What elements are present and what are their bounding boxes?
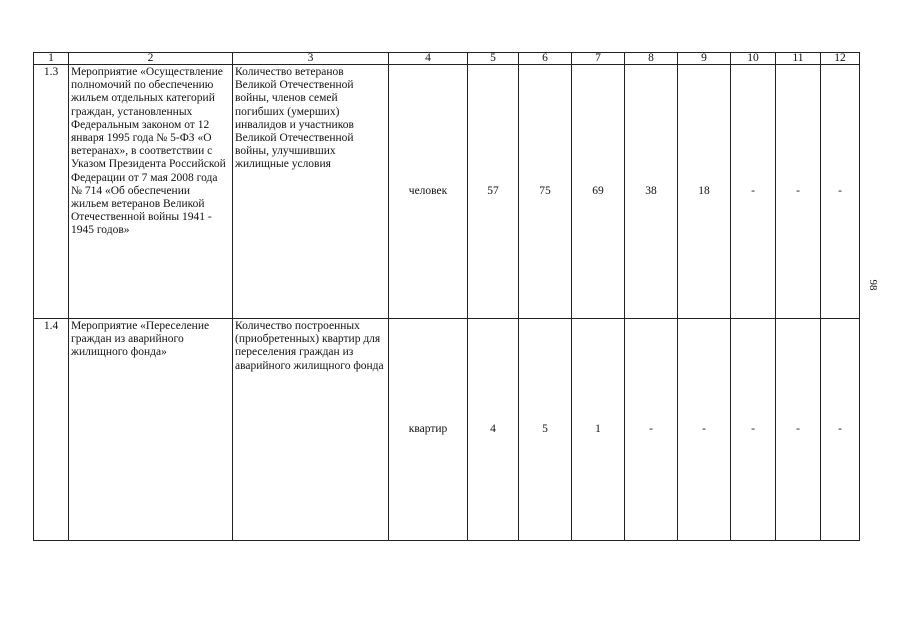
value-cell: - <box>678 319 731 541</box>
header-cell: 9 <box>678 53 731 65</box>
header-cell: 4 <box>389 53 468 65</box>
value-cell: - <box>776 319 821 541</box>
header-cell: 6 <box>519 53 572 65</box>
value-cell: - <box>821 319 860 541</box>
value-cell: - <box>731 65 776 319</box>
header-cell: 5 <box>468 53 519 65</box>
value-cell: 5 <box>519 319 572 541</box>
header-cell: 10 <box>731 53 776 65</box>
header-cell: 12 <box>821 53 860 65</box>
event-cell: Мероприятие «Переселение граждан из аварийного жилищного фонда» <box>69 319 233 541</box>
row-number: 1.3 <box>34 65 69 319</box>
table-row <box>34 65 860 319</box>
event-cell: Мероприятие «Осуществление полномочий по обеспечению жильем отдельных категорий граждан, установленных Федеральным законом от 12 января 1995 года № 5-ФЗ «О ветеранах», в соответствии с Указом Президента Российской Федерации от 7 мая 2008 года № 714 «Об обеспечении жильем ветеранов Великой Отечественной войны 1941 - 1945 годов» <box>69 65 233 319</box>
indicator-cell: Количество построенных (приобретенных) квартир для переселения граждан из аварийного жилищного фонда <box>233 319 389 541</box>
unit-cell: квартир <box>389 319 468 541</box>
header-cell: 7 <box>572 53 625 65</box>
value-cell: 75 <box>519 65 572 319</box>
header-cell: 1 <box>34 53 69 65</box>
value-cell: - <box>731 319 776 541</box>
value-cell: - <box>776 65 821 319</box>
unit-cell: человек <box>389 65 468 319</box>
value-cell: 18 <box>678 65 731 319</box>
value-cell: 1 <box>572 319 625 541</box>
header-cell: 3 <box>233 53 389 65</box>
header-cell: 11 <box>776 53 821 65</box>
value-cell: 38 <box>625 65 678 319</box>
header-cell: 2 <box>69 53 233 65</box>
header-cell: 8 <box>625 53 678 65</box>
indicator-cell: Количество ветеранов Великой Отечественной войны, членов семей погибших (умерших) инвалидов и участников Великой Отечественной войны, улучшивших жилищные условия <box>233 65 389 319</box>
indicators-table <box>33 52 860 541</box>
value-cell: 4 <box>468 319 519 541</box>
page-number: 98 <box>867 279 879 291</box>
value-cell: 57 <box>468 65 519 319</box>
table-row <box>34 319 860 541</box>
row-number: 1.4 <box>34 319 69 541</box>
value-cell: - <box>821 65 860 319</box>
header-row <box>34 53 860 65</box>
value-cell: - <box>625 319 678 541</box>
value-cell: 69 <box>572 65 625 319</box>
